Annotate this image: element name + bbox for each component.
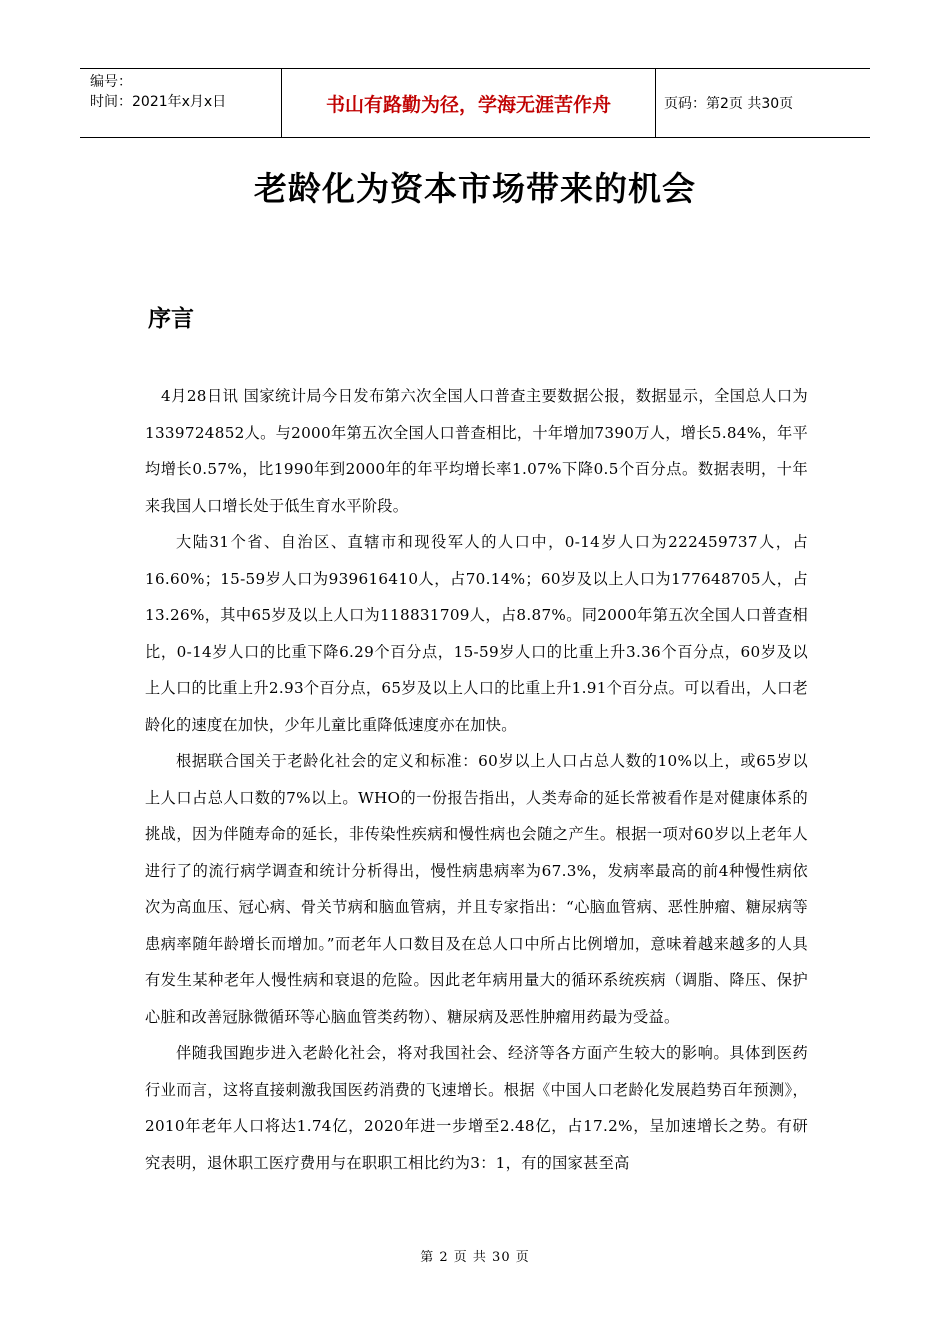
paragraph: 大陆31个省、自治区、直辖市和现役军人的人口中，0-14岁人口为222459737人，占16.60%；15-59岁人口为939616410人，占70.14%；60岁及以上人口为177648705人，占13.26%，其中65岁及以上人口为118831709人，占8.87%。同2000年第五次全国人口普查相比，0-14岁人口的比重下降6.29个百分点，15-59岁人口的比重上升3.36个百分点，60岁及以上人口的比重上升2.93个百分点，65岁及以上人口的比重上升1.91个百分点。可以看出，人口老龄化的速度在加快，少年儿童比重降低速度亦在加快。 [145, 533, 808, 734]
number-label: 编号： [90, 74, 132, 90]
section-heading: 序言 [148, 306, 194, 332]
document-title: 老龄化为资本市场带来的机会 [254, 169, 696, 208]
header-meta [80, 69, 281, 137]
paragraph: 伴随我国跑步进入老龄化社会，将对我国社会、经济等各方面产生较大的影响。具体到医药行业而言，这将直接刺激我国医药消费的飞速增长。根据《中国人口老龄化发展趋势百年预测》，2010年老年人口将达1.74亿，2020年进一步增至2.48亿，占17.2%，呈加速增长之势。有研究表明，退休职工医疗费用与在职职工相比约为3：1，有的国家甚至高 [145, 1044, 808, 1172]
document-header [80, 68, 870, 138]
header-motto: 书山有路勤为径，学海无涯苦作舟 [281, 69, 656, 137]
paragraph: 4月28日讯 国家统计局今日发布第六次全国人口普查主要数据公报，数据显示，全国总人口为1339724852人。与2000年第五次全国人口普查相比，十年增加7390万人，增长5.84%，年平均增长0.57%，比1990年到2000年的年平均增长率1.07%下降0.5个百分点。数据表明，十年来我国人口增长处于低生育水平阶段。 [145, 387, 808, 515]
time-label: 时间：2021年x月x日 [90, 94, 227, 110]
header-page-info: 页码：第2页 共30页 [664, 96, 794, 112]
body-text [145, 378, 808, 1181]
paragraph: 根据联合国关于老龄化社会的定义和标准：60岁以上人口占总人数的10%以上，或65岁以上人口占总人口数的7%以上。WHO的一份报告指出，人类寿命的延长常被看作是对健康体系的挑战，因为伴随寿命的延长，非传染性疾病和慢性病也会随之产生。根据一项对60岁以上老年人进行了的流行病学调查和统计分析得出，慢性病患病率为67.3%，发病率最高的前4种慢性病依次为高血压、冠心病、骨关节病和脑血管病，并且专家指出：“心脑血管病、恶性肿瘤、糖尿病等患病率随年龄增长而增加。”而老年人口数目及在总人口中所占比例增加，意味着越来越多的人具有发生某种老年人慢性病和衰退的危险。因此老年病用量大的循环系统疾病（调脂、降压、保护心脏和改善冠脉微循环等心脑血管类药物）、糖尿病及恶性肿瘤用药最为受益。 [145, 752, 808, 1026]
page-footer: 第 2 页 共 30 页 [420, 1250, 530, 1265]
